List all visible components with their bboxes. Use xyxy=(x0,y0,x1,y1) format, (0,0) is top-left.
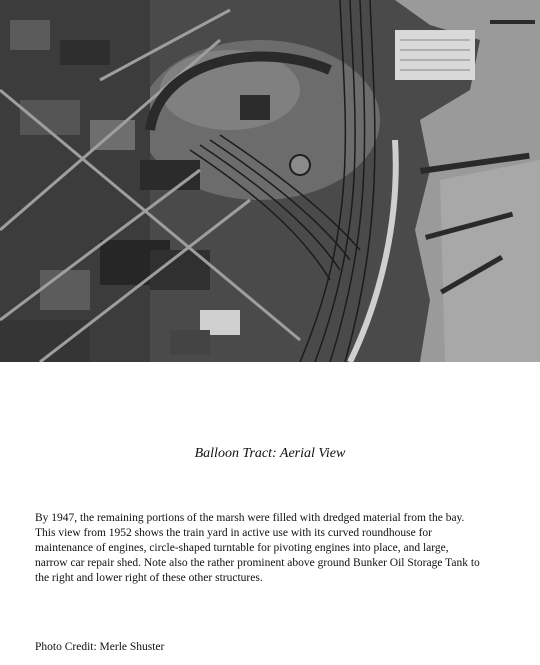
description-paragraph: By 1947, the remaining portions of the marsh were filled with dredged material from the bay. This view from 1952 shows the train yard in active use with its curved roundhouse for maintenance of engines, circle-shaped turntable for pivoting engines into place, and large, narrow car repair shed. Note also the rather prominent above ground Bunker Oil Storage Tank to the right and lower right of these other structures. xyxy=(35,512,480,584)
water-glare xyxy=(440,160,540,362)
photo-caption: Balloon Tract: Aerial View xyxy=(194,446,346,461)
storage-yard xyxy=(395,30,475,80)
repair-shed xyxy=(240,95,270,120)
photo-credit: Photo Credit: Merle Shuster xyxy=(35,641,165,653)
turntable xyxy=(290,155,310,175)
